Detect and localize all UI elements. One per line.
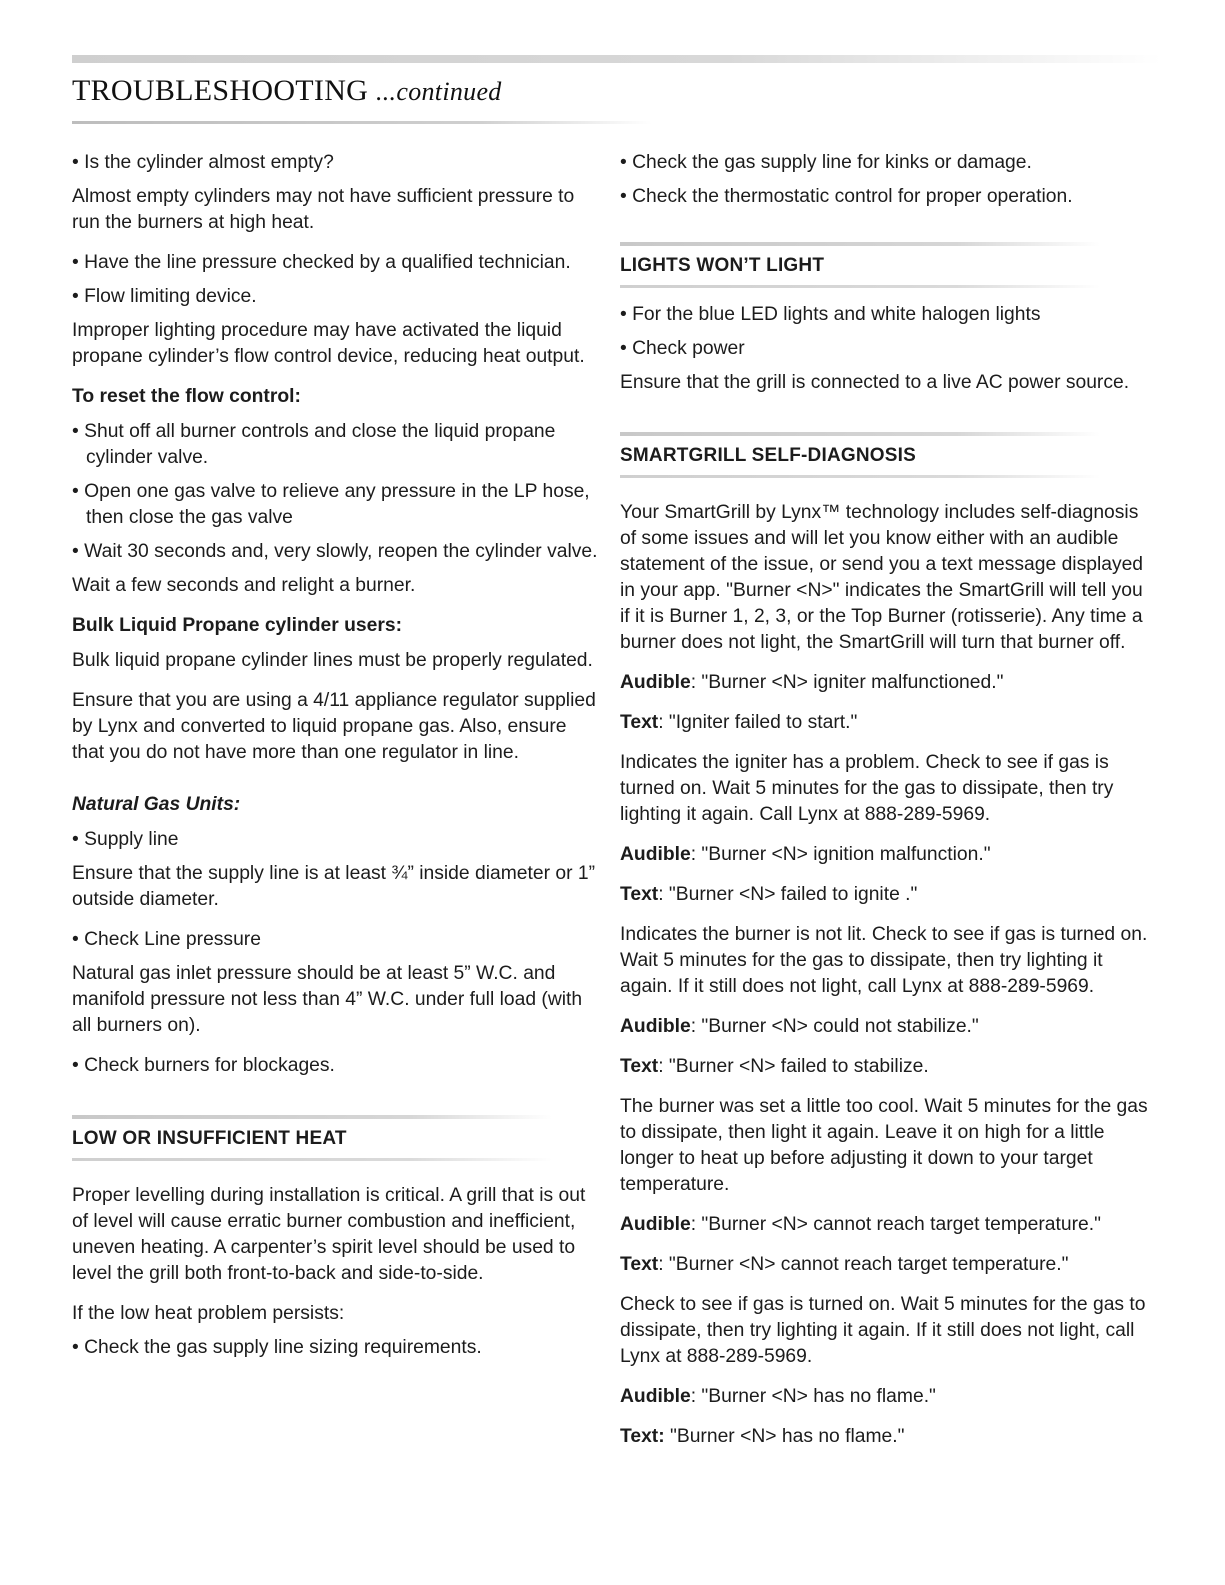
audible-line <box>620 1384 1155 1410</box>
title-rule <box>72 121 652 124</box>
paragraph-natural-gas-pressure: Natural gas inlet pressure should be at least 5” W.C. and manifold pressure not less than 4” W.C. under full load (with all burners on). <box>72 963 583 1036</box>
text-line <box>620 1252 1155 1278</box>
text-message: "Burner <N> has no flame." <box>664 1426 905 1447</box>
audible-line <box>620 1212 1155 1238</box>
text-message: : "Burner <N> cannot reach target temperature." <box>658 1254 1069 1275</box>
subheading-bulk-propane: Bulk Liquid Propane cylinder users: <box>72 615 402 636</box>
audible-message: : "Burner <N> ignition malfunction." <box>690 844 991 865</box>
text-line <box>620 1054 1155 1080</box>
section-rule-bottom <box>620 285 1100 288</box>
bullet-check-power: • Check power <box>620 338 745 359</box>
diagnosis-description: Check to see if gas is turned on. Wait 5 minutes for the gas to dissipate, then try lighting it again. If it still does not light, call Lynx at 888-289-5969. <box>620 1294 1146 1367</box>
audible-label: Audible <box>620 1214 691 1235</box>
section-heading-smartgrill: SMARTGRILL SELF-DIAGNOSIS <box>620 445 916 466</box>
paragraph-bulk: Bulk liquid propane cylinder lines must be properly regulated. <box>72 650 593 671</box>
bullet-thermostatic: • Check the thermostatic control for proper operation. <box>620 186 1073 207</box>
bullet-line-pressure: • Have the line pressure checked by a qualified technician. <box>72 252 571 273</box>
bullet-check-line-pressure: • Check Line pressure <box>72 929 261 950</box>
diagnosis-description: The burner was set a little too cool. Wait 5 minutes for the gas to dissipate, then light it again. Leave it on high for a little longer to heat up before adjusting it down to your target temperature. <box>620 1096 1148 1195</box>
paragraph-persists: If the low heat problem persists: <box>72 1303 345 1324</box>
text-line <box>620 710 1155 736</box>
audible-label: Audible <box>620 1016 691 1037</box>
page-title <box>72 74 502 108</box>
bullet-blockages: • Check burners for blockages. <box>72 1055 335 1076</box>
text-line <box>620 882 1155 908</box>
bullet-cylinder-question: • Is the cylinder almost empty? <box>72 152 334 173</box>
section-heading-lights: LIGHTS WON’T LIGHT <box>620 255 825 276</box>
audible-line <box>620 842 1155 868</box>
page-title-continued: ...continued <box>375 77 502 106</box>
bullet-led-lights: • For the blue LED lights and white halogen lights <box>620 304 1041 325</box>
bullet-reset-step: • Open one gas valve to relieve any pressure in the LP hose, then close the gas valve <box>72 481 590 528</box>
section-smartgrill <box>620 432 1155 478</box>
top-rule <box>72 55 1162 63</box>
text-line <box>620 1424 1155 1450</box>
section-heading-low-heat: LOW OR INSUFFICIENT HEAT <box>72 1128 347 1149</box>
audible-message: : "Burner <N> could not stabilize." <box>690 1016 979 1037</box>
bullet-sizing: • Check the gas supply line sizing requirements. <box>72 1337 482 1358</box>
audible-line <box>620 670 1155 696</box>
bullet-supply-line: • Supply line <box>72 829 179 850</box>
text-label: Text: <box>620 1426 665 1447</box>
section-low-heat <box>72 1115 602 1161</box>
section-lights <box>620 242 1155 288</box>
text-message: : "Igniter failed to start." <box>658 712 858 733</box>
bullet-reset-step: • Shut off all burner controls and close the liquid propane cylinder valve. <box>72 421 556 468</box>
paragraph-smartgrill-intro: Your SmartGrill by Lynx™ technology includes self-diagnosis of some issues and will let you know either with an audible statement of the issue, or send you a text message displayed in your app. "Burner <N>" indicates the SmartGrill will tell you if it is Burner 1, 2, 3, or the Top Burner (rotisserie). Any time a burner does not light, the SmartGrill will turn that burner off. <box>620 502 1144 653</box>
bullet-kinks: • Check the gas supply line for kinks or damage. <box>620 152 1032 173</box>
bullet-reset-step: • Wait 30 seconds and, very slowly, reopen the cylinder valve. <box>72 541 598 562</box>
paragraph-levelling: Proper levelling during installation is critical. A grill that is out of level will cause erratic burner combustion and inefficient, uneven heating. A carpenter’s spirit level should be used to level the grill both front-to-back and side-to-side. <box>72 1185 586 1284</box>
right-column <box>620 150 1155 1464</box>
paragraph-supply-line: Ensure that the supply line is at least ¾” inside diameter or 1” outside diameter. <box>72 863 596 910</box>
text-label: Text <box>620 884 659 905</box>
text-message: : "Burner <N> failed to stabilize. <box>658 1056 929 1077</box>
paragraph-improper-lighting: Improper lighting procedure may have activated the liquid propane cylinder’s flow control device, reducing heat output. <box>72 320 585 367</box>
left-column <box>72 150 602 1369</box>
audible-message: : "Burner <N> cannot reach target temperature." <box>690 1214 1101 1235</box>
paragraph-wait-relight: Wait a few seconds and relight a burner. <box>72 575 416 596</box>
audible-label: Audible <box>620 1386 691 1407</box>
subheading-natural-gas: Natural Gas Units: <box>72 794 241 815</box>
section-rule-bottom <box>620 475 1100 478</box>
paragraph-cylinder: Almost empty cylinders may not have sufficient pressure to run the burners at high heat. <box>72 186 575 233</box>
bullet-flow-device: • Flow limiting device. <box>72 286 257 307</box>
diagnosis-description: Indicates the burner is not lit. Check to see if gas is turned on. Wait 5 minutes for the gas to dissipate, then try lighting it again. If it still does not light, call Lynx at 888-289-5969. <box>620 924 1148 997</box>
audible-label: Audible <box>620 672 691 693</box>
section-rule-bottom <box>72 1158 552 1161</box>
audible-label: Audible <box>620 844 691 865</box>
text-label: Text <box>620 1254 659 1275</box>
paragraph-power: Ensure that the grill is connected to a live AC power source. <box>620 372 1130 393</box>
audible-message: : "Burner <N> has no flame." <box>690 1386 936 1407</box>
page-title-main: TROUBLESHOOTING <box>72 74 376 107</box>
audible-message: : "Burner <N> igniter malfunctioned." <box>690 672 1004 693</box>
diagnosis-description: Indicates the igniter has a problem. Check to see if gas is turned on. Wait 5 minutes for the gas to dissipate, then try lighting it again. Call Lynx at 888-289-5969. <box>620 752 1114 825</box>
paragraph-ensure-regulator: Ensure that you are using a 4/11 appliance regulator supplied by Lynx and converted to liquid propane gas. Also, ensure that you do not have more than one regulator in line. <box>72 690 596 763</box>
subheading-reset-flow: To reset the flow control: <box>72 386 301 407</box>
text-label: Text <box>620 712 659 733</box>
text-label: Text <box>620 1056 659 1077</box>
audible-line <box>620 1014 1155 1040</box>
text-message: : "Burner <N> failed to ignite ." <box>658 884 918 905</box>
